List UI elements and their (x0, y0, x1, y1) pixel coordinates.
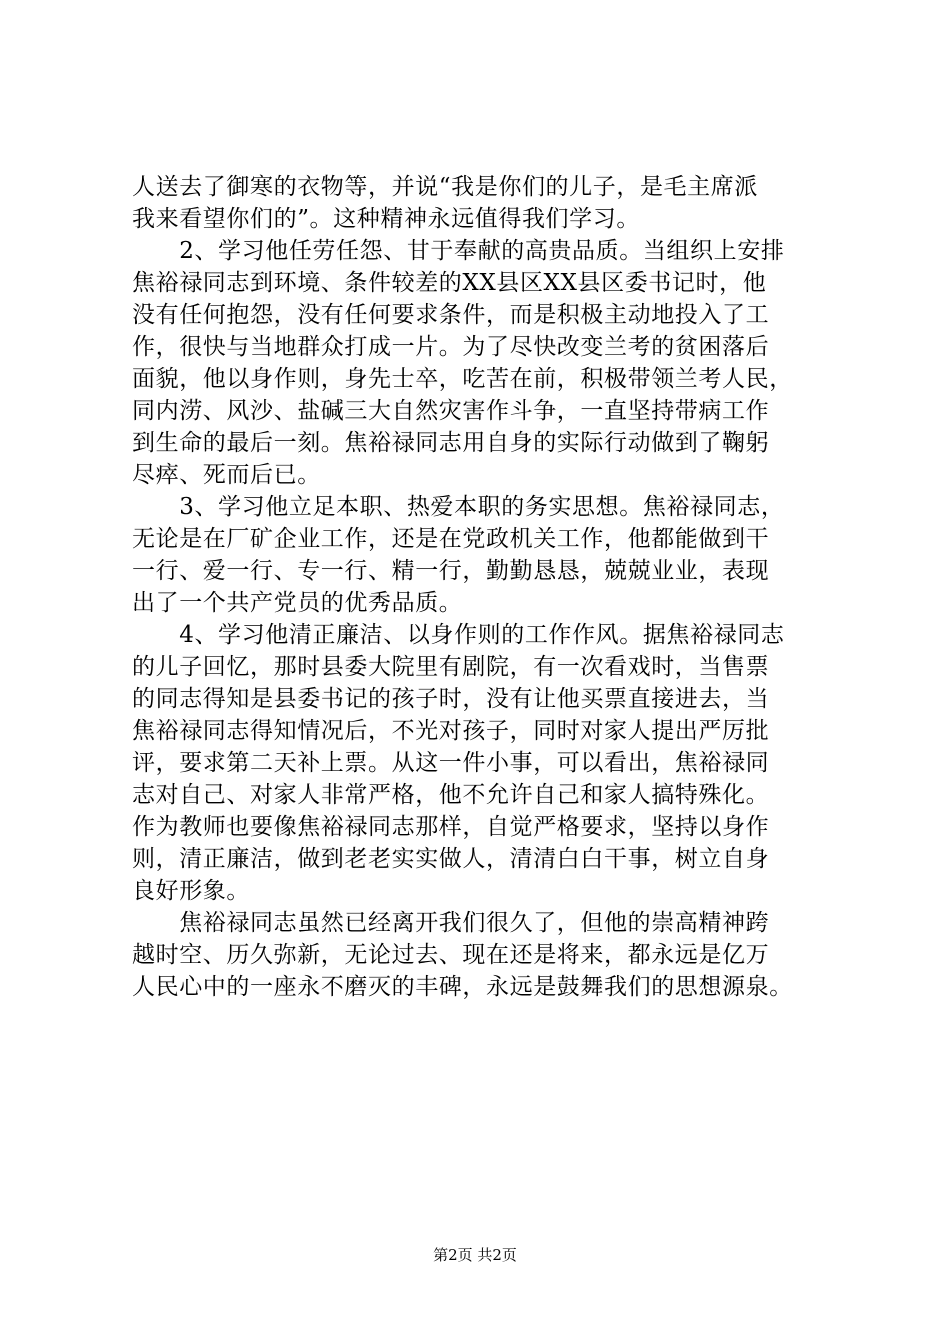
text-line: 我来看望你们的”。这种精神永远值得我们学习。 (132, 206, 640, 232)
text-line: 作为教师也要像焦裕禄同志那样，自觉严格要求，坚持以身作 (132, 814, 770, 840)
text-lines (132, 171, 832, 1003)
page-number-label: 第2页 共2页 (433, 1246, 517, 1264)
text-line: 出了一个共产党员的优秀品质。 (132, 590, 463, 616)
text-line: 良好形象。 (132, 878, 250, 904)
text-line: 则，清正廉洁，做到老老实实做人，清清白白干事，树立自身 (132, 846, 770, 872)
text-line: 没有任何抱怨，没有任何要求条件，而是积极主动地投入了工 (132, 302, 770, 328)
text-line: 的儿子回忆，那时县委大院里有剧院，有一次看戏时，当售票 (132, 654, 770, 680)
text-line: 焦裕禄同志虽然已经离开我们很久了，但他的崇高精神跨 (132, 910, 770, 936)
text-line: 2、学习他任劳任怨、甘于奉献的高贵品质。当组织上安排 (132, 238, 785, 264)
text-line: 面貌，他以身作则，身先士卒，吃苦在前，积极带领兰考人民， (132, 366, 793, 392)
text-line: 越时空、历久弥新，无论过去、现在还是将来，都永远是亿万 (132, 942, 770, 968)
text-line: 到生命的最后一刻。焦裕禄同志用自身的实际行动做到了鞠躬 (132, 430, 770, 456)
document-body (132, 171, 832, 1003)
text-line: 人送去了御寒的衣物等，并说“我是你们的儿子，是毛主席派 (132, 174, 758, 200)
page-footer (0, 1244, 950, 1266)
text-line: 焦裕禄同志得知情况后，不光对孩子，同时对家人提出严厉批 (132, 718, 770, 744)
text-line: 评，要求第二天补上票。从这一件小事，可以看出，焦裕禄同 (132, 750, 770, 776)
text-line: 3、学习他立足本职、热爱本职的务实思想。焦裕禄同志， (132, 494, 785, 520)
text-line: 无论是在厂矿企业工作，还是在党政机关工作，他都能做到干 (132, 526, 770, 552)
text-line: 志对自己、对家人非常严格，他不允许自己和家人搞特殊化。 (132, 782, 770, 808)
text-line: 一行、爱一行、专一行、精一行，勤勤恳恳，兢兢业业，表现 (132, 558, 770, 584)
text-line: 人民心中的一座永不磨灭的丰碑，永远是鼓舞我们的思想源泉。 (132, 974, 793, 1000)
text-line: 4、学习他清正廉洁、以身作则的工作作风。据焦裕禄同志 (132, 622, 785, 648)
text-line: 同内涝、风沙、盐碱三大自然灾害作斗争，一直坚持带病工作 (132, 398, 770, 424)
text-line: 作，很快与当地群众打成一片。为了尽快改变兰考的贫困落后 (132, 334, 770, 360)
text-line: 的同志得知是县委书记的孩子时，没有让他买票直接进去，当 (132, 686, 770, 712)
text-line: 尽瘁、死而后已。 (132, 462, 321, 488)
text-line: 焦裕禄同志到环境、条件较差的XX县区XX县区委书记时，他 (132, 270, 767, 296)
